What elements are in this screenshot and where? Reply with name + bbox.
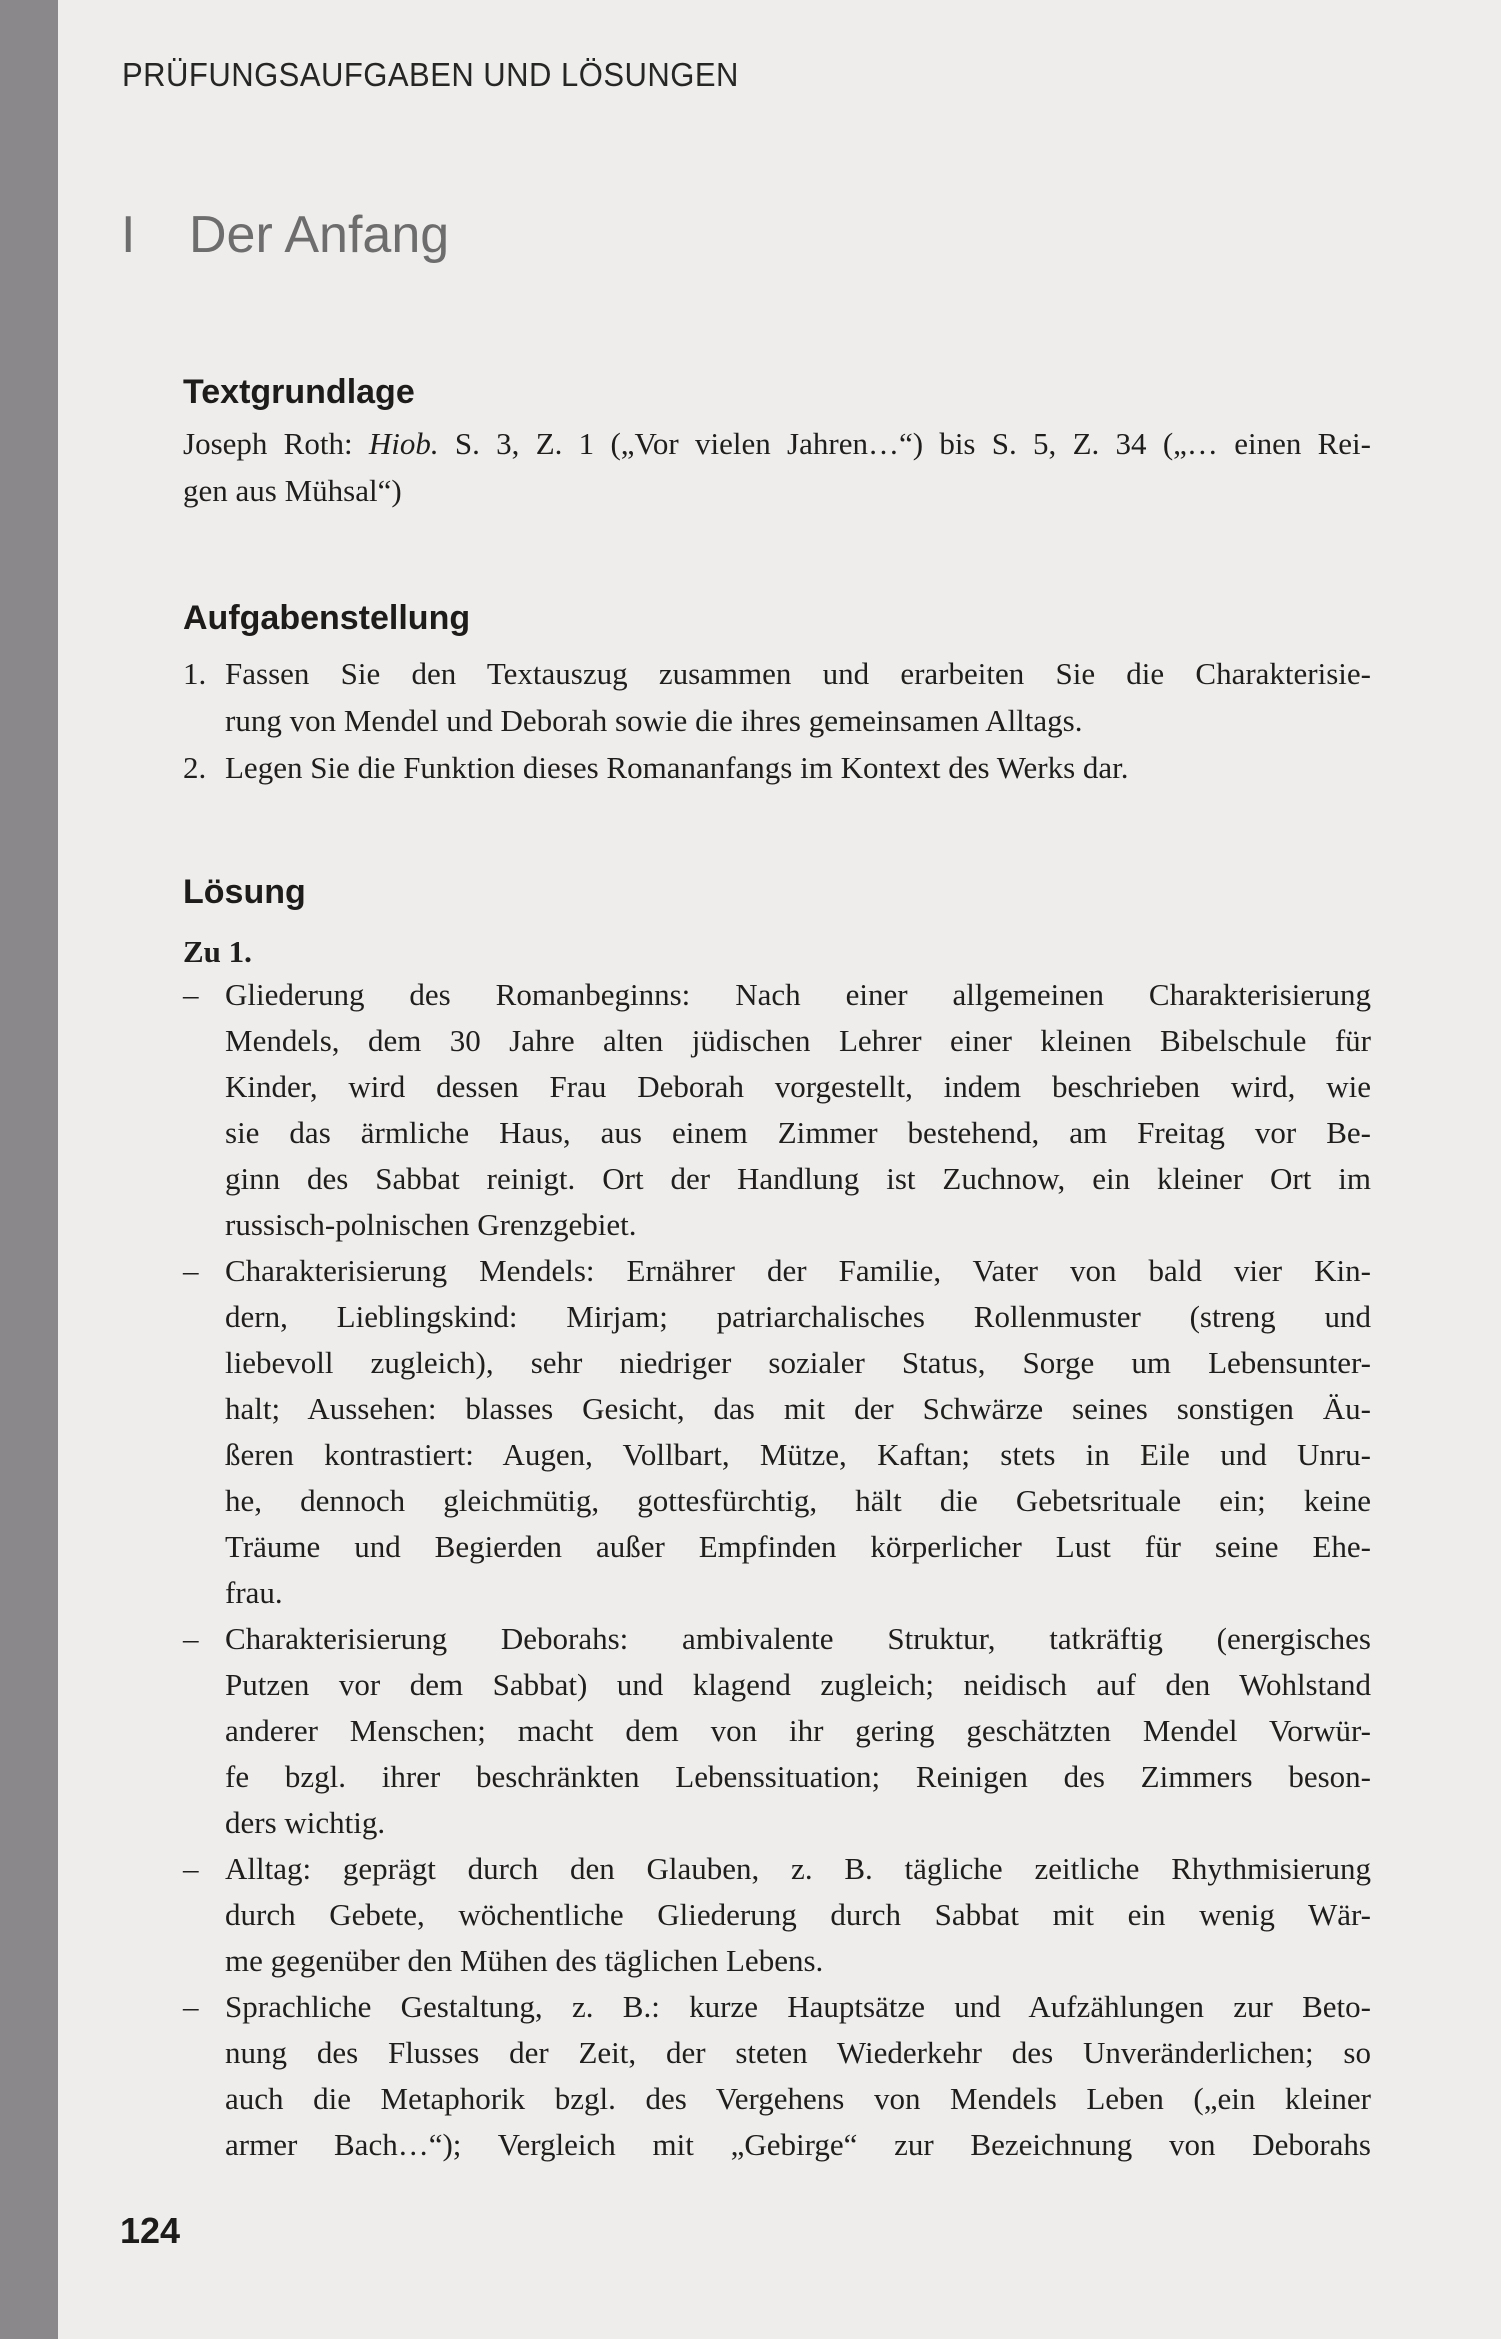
line-text: russisch-polnischen Grenzgebiet. <box>225 1207 637 1242</box>
chapter-heading <box>121 206 450 264</box>
text-line <box>183 1064 1371 1110</box>
line-text: ginn des Sabbat reinigt. Ort der Handlung ist Zuchnow, ein kleiner Ort im <box>225 1161 1371 1196</box>
line-text: Alltag: geprägt durch den Glauben, z. B. tägliche zeitliche Rhythmisierung <box>225 1851 1371 1886</box>
text-line <box>183 1892 1371 1938</box>
line-text: durch Gebete, wöchentliche Gliederung durch Sabbat mit ein wenig Wär- <box>225 1897 1371 1932</box>
text-line <box>183 1202 1371 1248</box>
list-marker: – <box>183 1253 199 1288</box>
line-text: anderer Menschen; macht dem von ihr gering geschätzten Mendel Vorwür- <box>225 1713 1371 1748</box>
line-text: frau. <box>225 1575 283 1610</box>
text-line <box>183 420 1371 467</box>
line-text: Träume und Begierden außer Empfinden körperlicher Lust für seine Ehe- <box>225 1529 1371 1564</box>
section-heading-textgrundlage: Textgrundlage <box>183 373 415 411</box>
line-text: Kinder, wird dessen Frau Deborah vorgestellt, indem beschrieben wird, wie <box>225 1069 1371 1104</box>
text-line <box>183 1984 1371 2030</box>
chapter-title: Der Anfang <box>189 206 450 264</box>
line-text: Fassen Sie den Textauszug zusammen und erarbeiten Sie die Charakterisie- <box>225 656 1371 691</box>
running-header: PRÜFUNGSAUFGABEN UND LÖSUNGEN <box>122 56 739 93</box>
loesung-bullet-list <box>183 972 1371 2168</box>
list-marker: – <box>183 977 199 1012</box>
list-marker: – <box>183 1851 199 1886</box>
line-text: halt; Aussehen: blasses Gesicht, das mit der Schwärze seines sonstigen Äu- <box>225 1391 1371 1426</box>
line-text: he, dennoch gleichmütig, gottesfürchtig, hält die Gebetsrituale ein; keine <box>225 1483 1371 1518</box>
line-text: Putzen vor dem Sabbat) und klagend zugleich; neidisch auf den Wohlstand <box>225 1667 1371 1702</box>
line-text: nung des Flusses der Zeit, der steten Wiederkehr des Unveränderlichen; so <box>225 2035 1371 2070</box>
text-line <box>183 1156 1371 1202</box>
loesung-subheading: Zu 1. <box>183 934 252 969</box>
line-text: ders wichtig. <box>225 1805 386 1840</box>
text-line <box>183 1846 1371 1892</box>
text-line <box>183 697 1371 744</box>
chapter-number: I <box>121 206 136 264</box>
text-line <box>183 2030 1371 2076</box>
text-line <box>183 2122 1371 2168</box>
text-line <box>183 1570 1371 1616</box>
line-text: Legen Sie die Funktion dieses Romananfangs im Kontext des Werks dar. <box>225 750 1129 785</box>
line-text: ßeren kontrastiert: Augen, Vollbart, Mütze, Kaftan; stets in Eile und Unru- <box>225 1437 1371 1472</box>
line-text: dern, Lieblingskind: Mirjam; patriarchalisches Rollenmuster (streng und <box>225 1299 1371 1334</box>
text-line <box>183 2076 1371 2122</box>
list-marker: 1. <box>183 656 207 691</box>
list-marker: 2. <box>183 750 207 785</box>
line-text: Charakterisierung Deborahs: ambivalente Struktur, tatkräftig (energisches <box>225 1621 1371 1656</box>
text-line <box>183 467 1371 514</box>
text-line <box>183 1248 1371 1294</box>
line-text: armer Bach…“); Vergleich mit „Gebirge“ zur Bezeichnung von Deborahs <box>225 2127 1371 2162</box>
text-line <box>183 744 1371 791</box>
text-line <box>183 1018 1371 1064</box>
text-line <box>183 1432 1371 1478</box>
section-heading-aufgabenstellung: Aufgabenstellung <box>183 599 471 637</box>
text-line <box>183 1340 1371 1386</box>
text-line <box>183 1938 1371 1984</box>
page-number: 124 <box>120 2210 181 2251</box>
line-text: Gliederung des Romanbeginns: Nach einer allgemeinen Charakterisierung <box>225 977 1371 1012</box>
text-line <box>183 1708 1371 1754</box>
line-text: auch die Metaphorik bzgl. des Vergehens von Mendels Leben („ein kleiner <box>225 2081 1371 2116</box>
line-text: rung von Mendel und Deborah sowie die ihres gemeinsamen Alltags. <box>225 703 1083 738</box>
line-text: me gegenüber den Mühen des täglichen Lebens. <box>225 1943 824 1978</box>
text-line <box>183 1478 1371 1524</box>
line-text: Sprachliche Gestaltung, z. B.: kurze Hauptsätze und Aufzählungen zur Beto- <box>225 1989 1371 2024</box>
list-marker: – <box>183 1621 199 1656</box>
text-line <box>183 1294 1371 1340</box>
line-text: Charakterisierung Mendels: Ernährer der Familie, Vater von bald vier Kin- <box>225 1253 1371 1288</box>
line-text: liebevoll zugleich), sehr niedriger sozialer Status, Sorge um Lebensunter- <box>225 1345 1371 1380</box>
text-line <box>183 1754 1371 1800</box>
text-line <box>183 1616 1371 1662</box>
text-line <box>183 1386 1371 1432</box>
margin-strip <box>0 0 58 2339</box>
text-line <box>183 1110 1371 1156</box>
aufgabenstellung-list <box>183 650 1371 791</box>
text-line <box>183 1662 1371 1708</box>
text-line <box>183 650 1371 697</box>
line-text: Joseph Roth: Hiob. S. 3, Z. 1 („Vor vielen Jahren…“) bis S. 5, Z. 34 („… einen Rei- <box>183 426 1371 461</box>
line-text: sie das ärmliche Haus, aus einem Zimmer bestehend, am Freitag vor Be- <box>225 1115 1371 1150</box>
text-line <box>183 972 1371 1018</box>
list-marker: – <box>183 1989 199 2024</box>
textgrundlage-paragraph <box>183 420 1371 514</box>
text-line <box>183 1524 1371 1570</box>
line-text: gen aus Mühsal“) <box>183 473 402 508</box>
line-text: fe bzgl. ihrer beschränkten Lebenssituation; Reinigen des Zimmers beson- <box>225 1759 1371 1794</box>
text-line <box>183 1800 1371 1846</box>
line-text: Mendels, dem 30 Jahre alten jüdischen Lehrer einer kleinen Bibelschule für <box>225 1023 1371 1058</box>
section-heading-loesung: Lösung <box>183 873 306 911</box>
